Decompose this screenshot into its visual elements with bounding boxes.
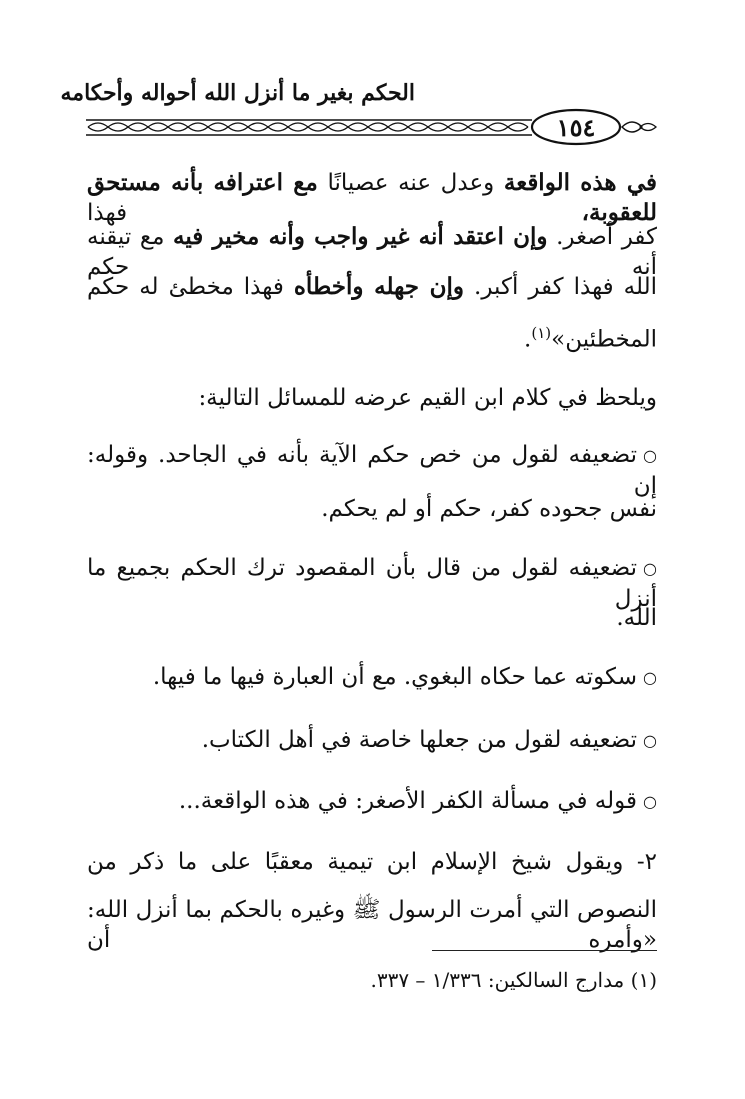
paragraph-line-2 — [87, 222, 658, 280]
bullet-item-4 — [87, 725, 657, 756]
intro-line: ويلحظ في كلام ابن القيم عرضه للمسائل التالية: — [198, 385, 657, 411]
text-run: فهذا مخطئ له حكم — [87, 274, 294, 300]
text-run: فهذا — [87, 200, 582, 226]
paragraph-line-4 — [87, 318, 657, 355]
circle-bullet-icon: ○ — [643, 668, 657, 687]
circle-bullet-icon: ○ — [643, 792, 657, 811]
text-run: تضعيفه لقول من خص حكم الآية بأنه في الجاحد. وقوله: إن — [87, 442, 657, 499]
bullet-item-1-line-1 — [87, 440, 657, 499]
footnote-marker: (١) — [531, 324, 552, 342]
text-run: المخطئين» — [551, 326, 657, 353]
bullet-item-5 — [87, 786, 657, 817]
bullet-item-2-line-1 — [87, 553, 657, 612]
paragraph-line-3 — [87, 272, 657, 302]
circle-bullet-icon: ○ — [643, 446, 657, 465]
bullet-item-3 — [87, 662, 657, 693]
circle-bullet-icon: ○ — [643, 559, 657, 578]
bullet-item-1-line-2: نفس جحوده كفر، حكم أو لم يحكم. — [321, 496, 657, 522]
paragraph-line-1 — [87, 168, 657, 226]
text-run: قوله في مسألة الكفر الأصغر: في هذه الواقعة... — [178, 788, 638, 814]
bold-phrase: مع اعترافه بأنه مستحق للعقوبة، — [87, 169, 657, 226]
bold-phrase: وإن اعتقد أنه غير واجب وأنه مخير فيه — [173, 223, 548, 250]
text-run: . — [524, 326, 532, 353]
circle-bullet-icon: ○ — [643, 731, 657, 750]
text-run: وعدل عنه عصيانًا — [317, 170, 504, 196]
text-run: تضعيفه لقول من قال بأن المقصود ترك الحكم بجميع ما أنزل — [87, 555, 657, 612]
text-run: تضعيفه لقول من جعلها خاصة في أهل الكتاب. — [201, 727, 638, 753]
paragraph-3-line-1: ٢- ويقول شيخ الإسلام ابن تيمية معقبًا على ما ذكر من — [87, 849, 657, 875]
text-run: مع تيقنه أنه حكم — [87, 224, 657, 280]
page-number: ١٥٤ — [556, 112, 596, 142]
paragraph-3-line-2: النصوص التي أمرت الرسول ﷺ وغيره بالحكم بما أنزل الله: «وأمره أن — [87, 897, 657, 953]
bold-phrase: في هذه الواقعة — [503, 169, 657, 196]
text-run: سكوته عما حكاه البغوي. مع أن العبارة فيها ما فيها. — [152, 664, 638, 690]
running-header-title: الحكم بغير ما أنزل الله أحواله وأحكامه — [60, 80, 415, 106]
bold-phrase: وإن جهله وأخطأه — [293, 273, 465, 300]
text-run: كفر أصغر. — [547, 224, 658, 250]
footnote-separator — [432, 950, 657, 951]
footnote: (١) مدارج السالكين: ١/٣٣٦ – ٣٣٧. — [370, 968, 657, 992]
bullet-item-2-line-2: الله. — [616, 605, 657, 631]
text-run: الله فهذا كفر أكبر. — [464, 274, 658, 300]
